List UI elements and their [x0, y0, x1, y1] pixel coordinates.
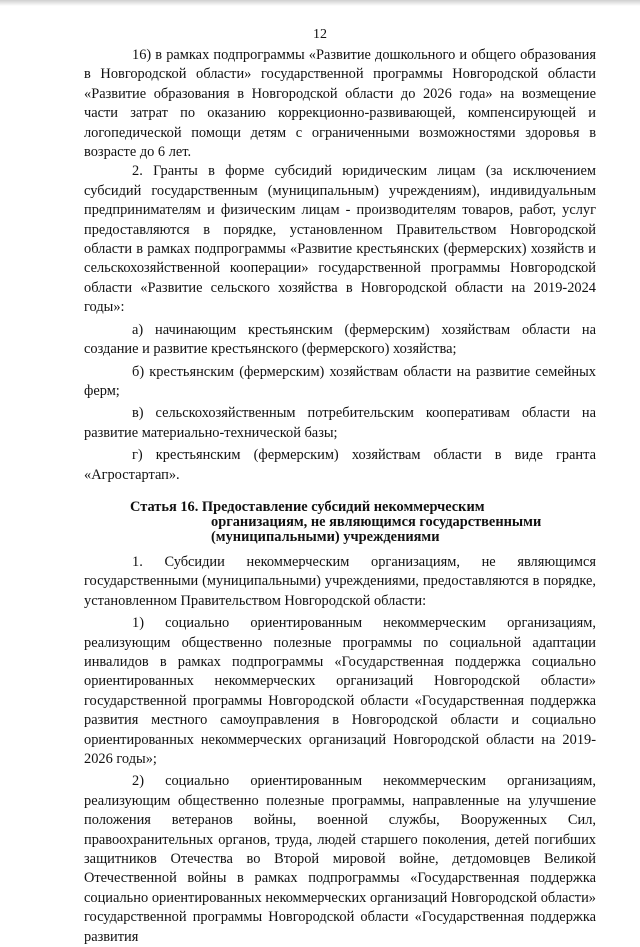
- article-paragraph-1: 1. Субсидии некоммерческим организациям, не являющимся государственными (муниципальными) учреждениями, предоставляются в порядке, установленном Правительством Новгородской области:: [84, 553, 596, 609]
- paragraph-item-16: 16) в рамках подпрограммы «Развитие дошкольного и общего образования в Новгородской области» государственной программы Новгородской области «Развитие образования в Новгородской области до 2026 года» на возмещение части затрат по оказанию коррекционно-развивающей, компенсирующей и логопедической помощи детям с ограниченными возможностями здоровья в возрасте до 6 лет.: [84, 47, 596, 161]
- paragraph-grants: 2. Гранты в форме субсидий юридическим лицам (за исключением субсидий государственным (муниципальным) учреждениям), индивидуальным предпринимателям и физическим лицам - производителям товаров, работ, услуг предоставляются в порядке, установленном Правительством Новгородской области в рамках подпрограммы «Развитие крестьянских (фермерских) хозяйств и сельскохозяйственной кооперации» государственной программы Новгородской области «Развитие сельского хозяйства в Новгородской области на 2019-2024 годы»:: [84, 163, 596, 316]
- paragraph-item-a: а) начинающим крестьянским (фермерским) хозяйствам области на создание и развитие крестьянского (фермерского) хозяйства;: [84, 321, 596, 358]
- article-heading: [84, 500, 596, 545]
- article-paragraph-item-1: 1) социально ориентированным некоммерческим организациям, реализующим общественно полезные программы по социальной адаптации инвалидов в рамках подпрограммы «Государственная поддержка социально ориентированных некоммерческих организаций Новгородской области» государственной программы Новгородской области «Государственная поддержка развития местного самоуправления в Новгородской области и социально ориентированных некоммерческих организаций Новгородской области на 2019-2026 годы»;: [84, 615, 596, 767]
- article-paragraph-item-2: 2) социально ориентированным некоммерческим организациям, реализующим общественно полезные программы, направленные на улучшение положения ветеранов войны, военной службы, Вооруженных Сил, правоохранительных органов, труда, людей старшего поколения, детей погибших защитников Отечества во Второй мировой войне, детдомовцев Великой Отечественной войны в рамках подпрограммы «Государственная поддержка социально ориентированных некоммерческих организаций Новгородской области» государственной программы Новгородской области «Государственная поддержка развития: [84, 773, 596, 945]
- article-heading-line3: (муниципальными) учреждениями: [211, 528, 440, 545]
- paragraph-item-g: г) крестьянским (фермерским) хозяйствам области в виде гранта «Агростартап».: [84, 447, 596, 483]
- scan-edge: [0, 0, 640, 6]
- article-heading-line1: Статья 16. Предоставление субсидий некоммерческим: [130, 498, 485, 515]
- paragraph-item-b: б) крестьянским (фермерским) хозяйствам области на развитие семейных ферм;: [84, 363, 596, 399]
- page-number: 12: [313, 27, 327, 42]
- article-heading-line2: организациям, не являющимся государственными: [211, 513, 542, 530]
- document-body: [84, 46, 596, 947]
- paragraph-item-v: в) сельскохозяйственным потребительским кооперативам области на развитие материально-технической базы;: [84, 405, 596, 441]
